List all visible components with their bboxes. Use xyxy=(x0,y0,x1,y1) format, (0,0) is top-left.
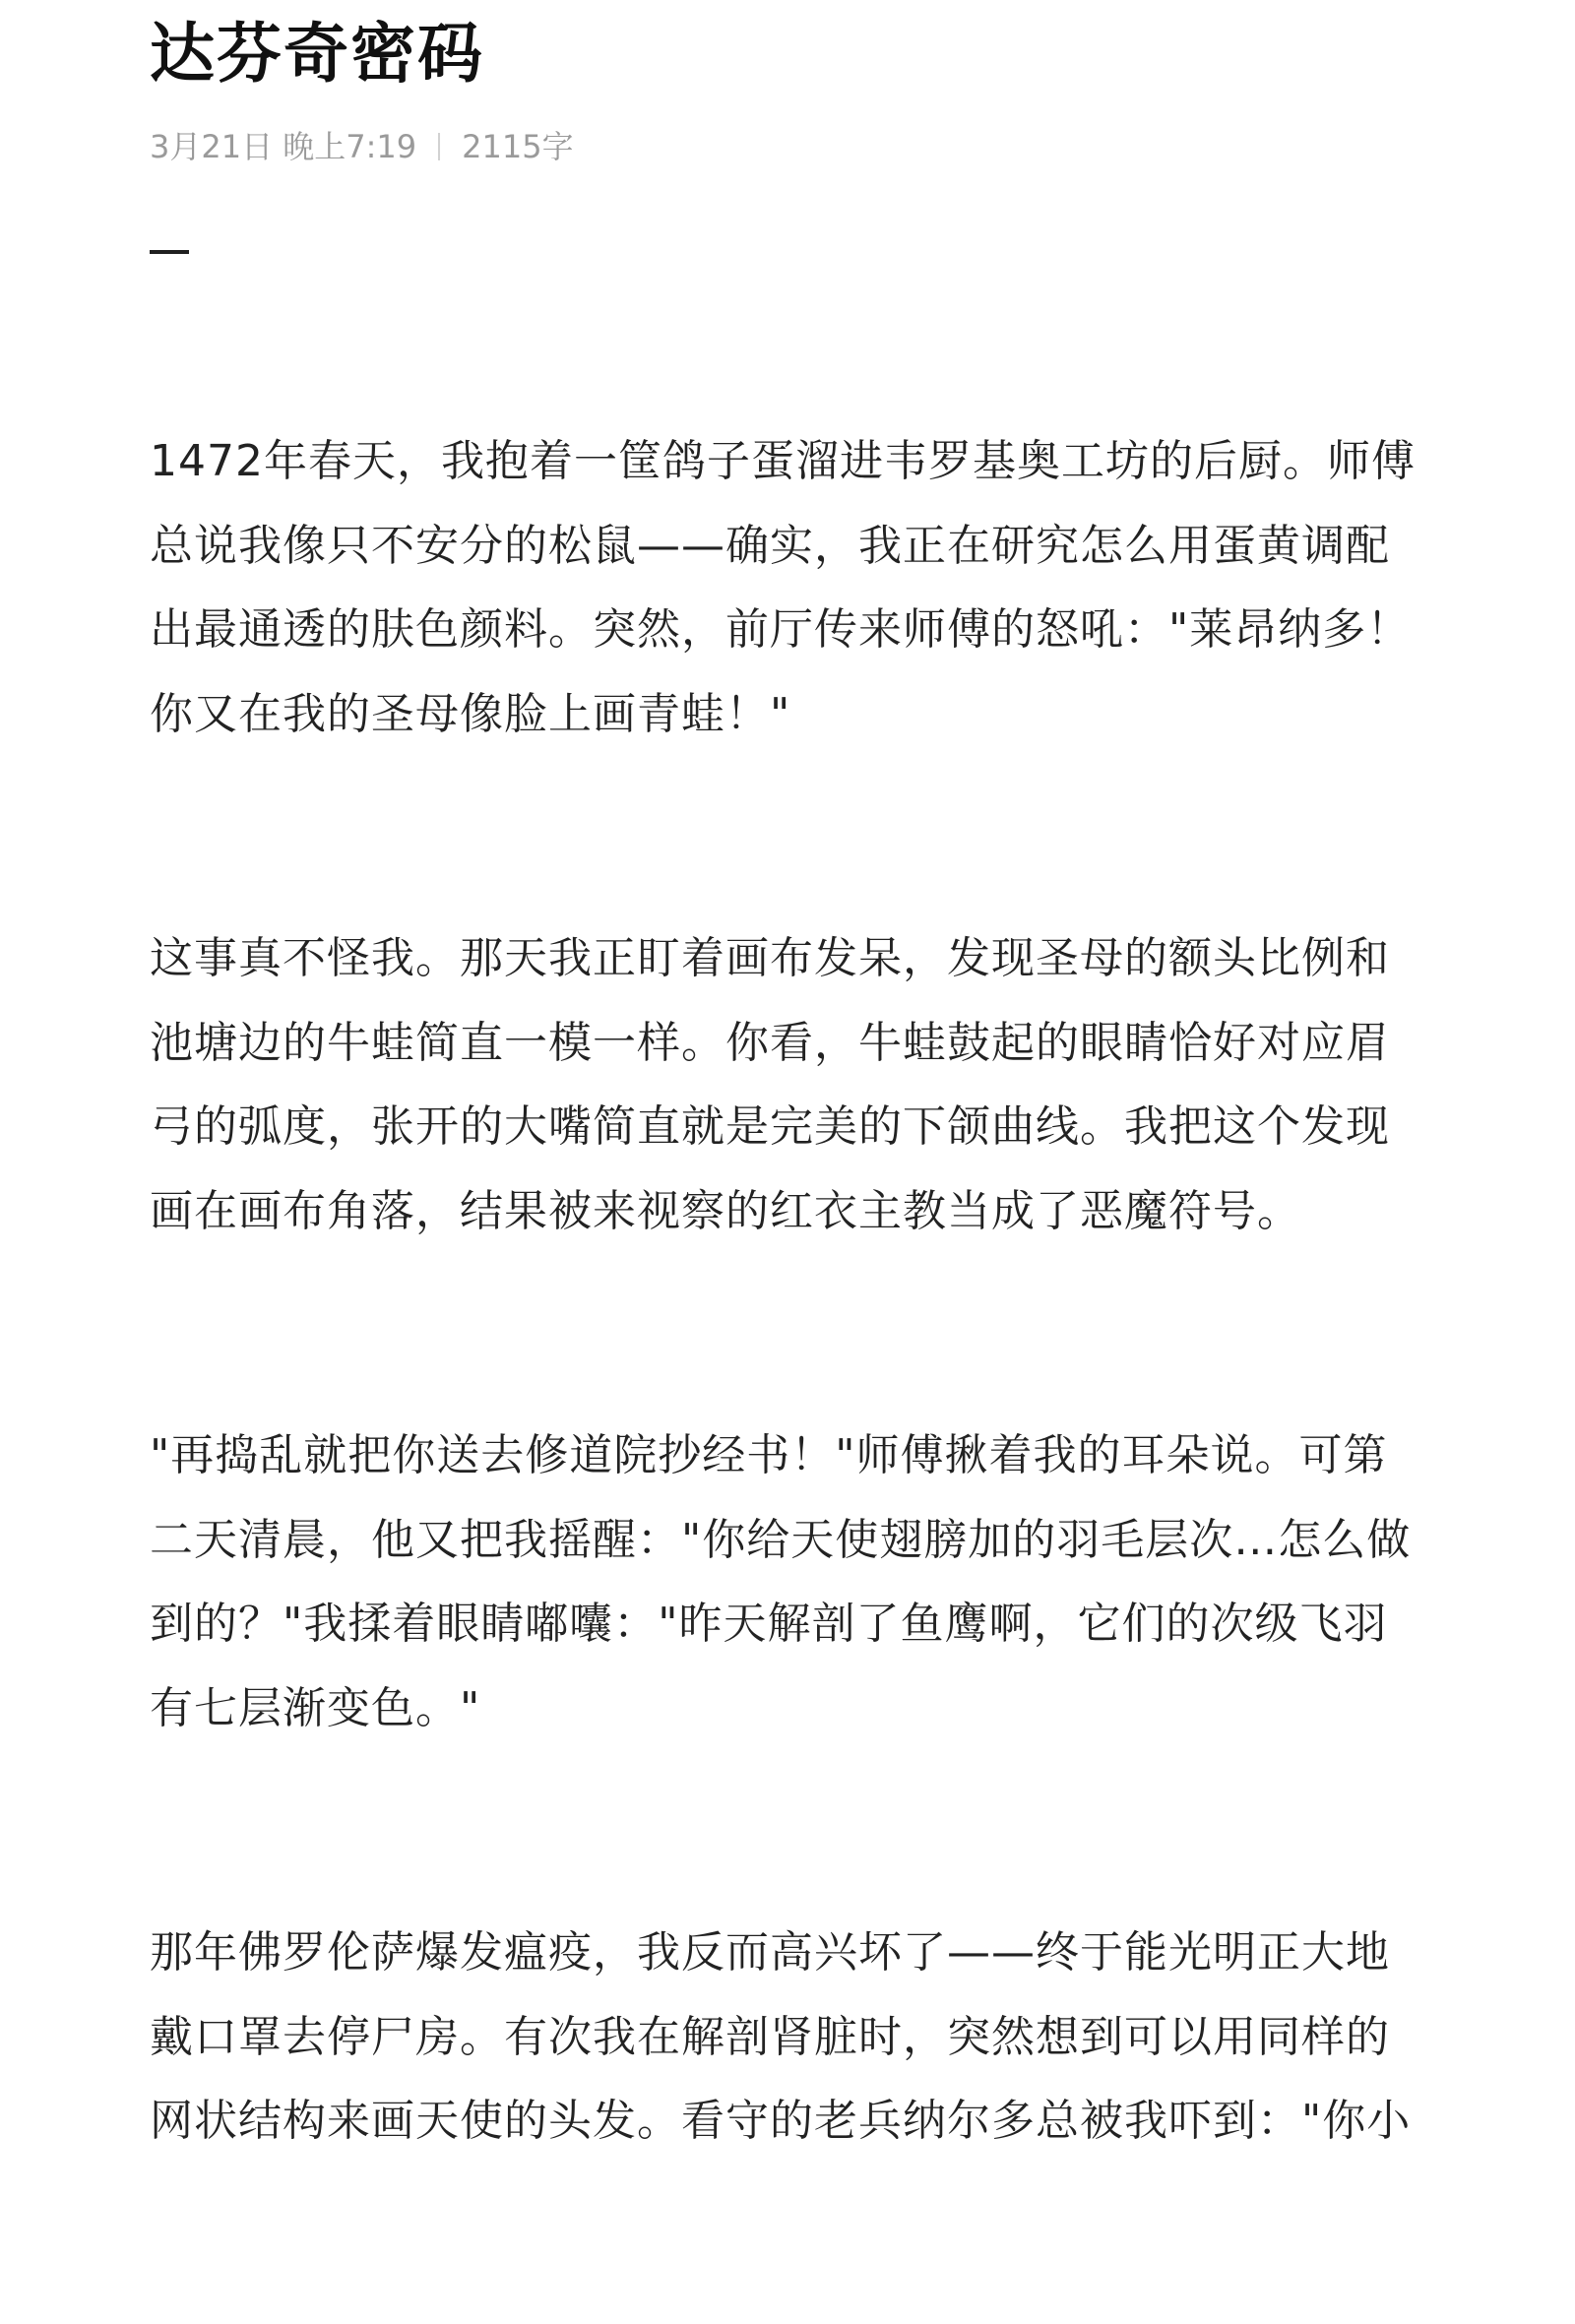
paragraph-4: 那年佛罗伦萨爆发瘟疫，我反而高兴坏了——终于能光明正大地戴口罩去停尸房。有次我在解剖肾脏时，突然想到可以用同样的网状结构来画天使的头发。看守的老兵纳尔多总被我吓到："你小 xyxy=(150,1927,1412,2146)
meta-divider xyxy=(438,133,440,160)
paragraph-1: 1472年春天，我抱着一筐鸽子蛋溜进韦罗基奥工坊的后厨。师傅总说我像只不安分的松鼠——确实，我正在研究怎么用蛋黄调配出最通透的肤色颜料。突然，前厅传来师傅的怒吼："莱昂纳多！你又在我的圣母像脸上画青蛙！" xyxy=(150,436,1416,739)
note-page xyxy=(150,0,1429,2324)
paragraph-3: "再捣乱就把你送去修道院抄经书！"师傅揪着我的耳朵说。可第二天清晨，他又把我摇醒："你给天使翅膀加的羽毛层次…怎么做到的？"我揉着眼睛嘟囔："昨天解剖了鱼鹰啊，它们的次级飞羽有七层渐变色。" xyxy=(150,1430,1412,1733)
note-title: 达芬奇密码 xyxy=(150,16,484,92)
note-date: 3月21日 晚上7:19 xyxy=(150,128,417,165)
note-body[interactable] xyxy=(150,419,1429,2164)
paragraph-2: 这事真不怪我。那天我正盯着画布发呆，发现圣母的额头比例和池塘边的牛蛙简直一模一样。你看，牛蛙鼓起的眼睛恰好对应眉弓的弧度，张开的大嘴简直就是完美的下颌曲线。我把这个发现画在画布角落，结果被来视察的红衣主教当成了恶魔符号。 xyxy=(150,933,1390,1236)
word-count: 2115字 xyxy=(462,128,574,165)
note-meta xyxy=(150,122,1429,171)
section-dash xyxy=(150,250,189,254)
